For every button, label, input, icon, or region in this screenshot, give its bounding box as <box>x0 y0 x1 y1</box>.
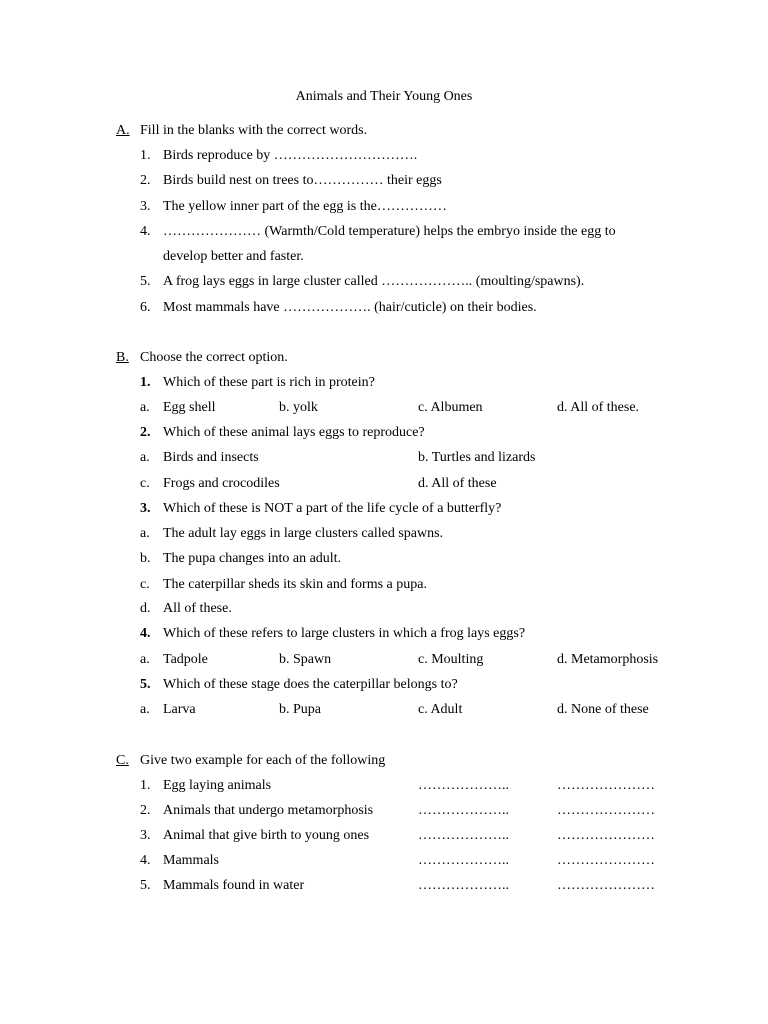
question-number: 3. <box>140 501 151 516</box>
option-label: c. <box>140 577 150 592</box>
option-text: Birds and insects <box>163 450 259 465</box>
answer-blank: ………………… <box>557 778 655 793</box>
option-text: b. Pupa <box>279 702 321 717</box>
example-item: Mammals found in water <box>163 878 305 893</box>
option-label: a. <box>140 400 150 415</box>
answer-blank: ……………….. <box>418 828 509 843</box>
section-b-heading: Choose the correct option. <box>140 350 288 365</box>
example-item: Animals that undergo metamorphosis <box>163 803 374 818</box>
example-item: Mammals <box>163 853 219 868</box>
fill-blank-item: Birds reproduce by …………………………. <box>163 148 418 163</box>
option-label: c. <box>140 476 150 491</box>
item-number: 6. <box>140 300 151 315</box>
fill-blank-item-continued: develop better and faster. <box>163 249 304 264</box>
item-number: 3. <box>140 199 151 214</box>
question-text: Which of these refers to large clusters in which a frog lays eggs? <box>163 626 526 641</box>
section-b-letter: B. <box>116 350 129 365</box>
item-number: 1. <box>140 778 151 793</box>
option-label: a. <box>140 652 150 667</box>
example-item: Animal that give birth to young ones <box>163 828 370 843</box>
item-number: 2. <box>140 173 151 188</box>
fill-blank-item: Birds build nest on trees to…………… their eggs <box>163 173 442 188</box>
fill-blank-item: Most mammals have ………………. (hair/cuticle) on their bodies. <box>163 300 537 315</box>
answer-blank: ……………….. <box>418 878 509 893</box>
option-text: c. Moulting <box>418 652 484 667</box>
question-number: 5. <box>140 677 151 692</box>
option-text: d. All of these. <box>557 400 640 415</box>
option-text: c. Albumen <box>418 400 483 415</box>
option-label: a. <box>140 702 150 717</box>
answer-blank: ………………… <box>557 828 655 843</box>
fill-blank-item: A frog lays eggs in large cluster called ……………….. (moulting/spawns). <box>163 274 585 289</box>
option-text: All of these. <box>163 601 232 616</box>
option-text: The adult lay eggs in large clusters called spawns. <box>163 526 444 541</box>
example-item: Egg laying animals <box>163 778 272 793</box>
option-text: The pupa changes into an adult. <box>163 551 342 566</box>
option-text: d. All of these <box>418 476 497 491</box>
option-text: The caterpillar sheds its skin and forms a pupa. <box>163 577 427 592</box>
answer-blank: ………………… <box>557 853 655 868</box>
item-number: 4. <box>140 853 151 868</box>
item-number: 1. <box>140 148 151 163</box>
question-number: 4. <box>140 626 151 641</box>
question-text: Which of these stage does the caterpillar belongs to? <box>163 677 458 692</box>
option-label: a. <box>140 450 150 465</box>
option-text: b. Turtles and lizards <box>418 450 536 465</box>
section-a-heading: Fill in the blanks with the correct words. <box>140 123 368 138</box>
option-text: Larva <box>163 702 196 717</box>
option-text: b. yolk <box>279 400 318 415</box>
page-title: Animals and Their Young Ones <box>295 89 473 104</box>
answer-blank: ………………… <box>557 803 655 818</box>
question-text: Which of these part is rich in protein? <box>163 375 375 390</box>
option-text: d. Metamorphosis <box>557 652 659 667</box>
fill-blank-item: The yellow inner part of the egg is the…………… <box>163 199 447 214</box>
option-text: Frogs and crocodiles <box>163 476 280 491</box>
section-a-letter: A. <box>116 123 130 138</box>
option-text: c. Adult <box>418 702 463 717</box>
question-number: 1. <box>140 375 151 390</box>
question-text: Which of these animal lays eggs to reproduce? <box>163 425 425 440</box>
answer-blank: ……………….. <box>418 778 509 793</box>
answer-blank: ……………….. <box>418 803 509 818</box>
fill-blank-item: ………………… (Warmth/Cold temperature) helps the embryo inside the egg to <box>163 224 616 239</box>
question-number: 2. <box>140 425 151 440</box>
option-text: Tadpole <box>163 652 208 667</box>
option-label: d. <box>140 601 151 616</box>
section-c-letter: C. <box>116 753 129 768</box>
item-number: 4. <box>140 224 151 239</box>
option-label: b. <box>140 551 151 566</box>
item-number: 2. <box>140 803 151 818</box>
option-text: b. Spawn <box>279 652 332 667</box>
option-text: d. None of these <box>557 702 649 717</box>
option-text: Egg shell <box>163 400 216 415</box>
item-number: 5. <box>140 274 151 289</box>
section-c-heading: Give two example for each of the following <box>140 753 386 768</box>
option-label: a. <box>140 526 150 541</box>
item-number: 5. <box>140 878 151 893</box>
answer-blank: ……………….. <box>418 853 509 868</box>
item-number: 3. <box>140 828 151 843</box>
question-text: Which of these is NOT a part of the life cycle of a butterfly? <box>163 501 502 516</box>
answer-blank: ………………… <box>557 878 655 893</box>
